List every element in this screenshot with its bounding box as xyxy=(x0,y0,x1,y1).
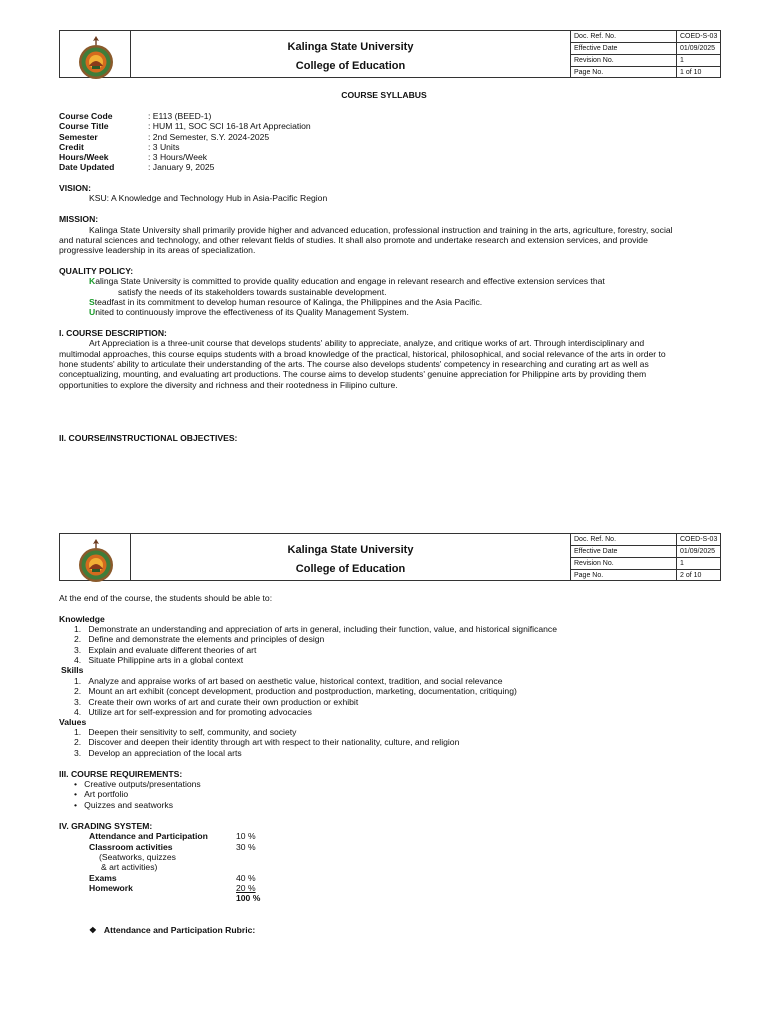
logo-cell xyxy=(60,31,131,77)
description-line-3: hone students' ability to articulate their understanding of the arts. The course also develops students' competency in researching and curating art as well as xyxy=(59,359,649,369)
description-line-1: Art Appreciation is a three-unit course that develops students' ability to appreciate, analyze, and critique works of art. Through interdisciplinary and xyxy=(89,338,645,348)
quality-item-u xyxy=(89,307,409,317)
semester-label: Semester xyxy=(59,131,98,142)
document-header-page-2 xyxy=(59,533,721,581)
list-item: • Creative outputs/presentations xyxy=(74,779,201,789)
acronym-letter: U xyxy=(89,307,96,317)
grading-label-exams: Exams xyxy=(89,873,117,883)
page-no-value: 1 of 10 xyxy=(677,67,722,79)
doc-ref-value: COED-S-03 xyxy=(677,31,722,43)
grading-label-classroom: Classroom activities xyxy=(89,842,173,852)
course-info xyxy=(59,111,459,173)
page-no-label: Page No. xyxy=(571,570,677,582)
list-item-text: Art portfolio xyxy=(84,789,129,800)
acronym-letter: K xyxy=(89,276,96,286)
course-title-label: Course Title xyxy=(59,121,109,132)
list-item-text: Demonstrate an understanding and appreciation of arts in general, including their function, value, and historical significance xyxy=(88,624,557,634)
list-item: • Quizzes and seatworks xyxy=(74,799,174,810)
description-line-5: opportunities to explore the diversity and richness and their rootedness in Filipino culture. xyxy=(59,380,398,390)
college-name: College of Education xyxy=(295,563,406,575)
grading-value-exams: 40 % xyxy=(236,873,256,883)
hours-label: Hours/Week xyxy=(59,152,109,163)
date-updated-value: : January 9, 2025 xyxy=(148,162,215,173)
doc-control-table xyxy=(571,534,721,581)
list-item: 1. Demonstrate an understanding and appreciation of arts in general, including their function, value, and historical significance xyxy=(74,624,557,634)
requirements-heading: III. COURSE REQUIREMENTS: xyxy=(59,769,183,779)
university-seal-icon xyxy=(77,34,115,80)
effective-date-value: 01/09/2025 xyxy=(677,43,722,55)
quality-item-s xyxy=(89,297,482,307)
list-item: 2. Discover and deepen their identity through art with respect to their nationality, culture, and religion xyxy=(74,737,460,748)
revision-label: Revision No. xyxy=(571,55,677,67)
knowledge-list xyxy=(74,624,557,666)
doc-ref-label: Doc. Ref. No. xyxy=(571,534,677,546)
document-header xyxy=(59,30,721,78)
university-name: Kalinga State University xyxy=(287,41,414,53)
grading-value-homework: 20 % xyxy=(236,883,256,893)
list-item-text: Create their own works of art and curate their own production or exhibit xyxy=(88,696,359,707)
doc-control-table xyxy=(571,31,721,78)
logo-cell xyxy=(60,534,131,580)
list-item: 4. Situate Philippine arts in a global context xyxy=(74,655,244,666)
revision-label: Revision No. xyxy=(571,558,677,570)
revision-value: 1 xyxy=(677,558,722,570)
list-item-text: Quizzes and seatworks xyxy=(84,799,174,810)
doc-ref-value: COED-S-03 xyxy=(677,534,722,546)
list-item-text: Develop an appreciation of the local arts xyxy=(88,747,242,758)
list-item: • Art portfolio xyxy=(74,789,129,800)
list-item-text: Discover and deepen their identity through art with respect to their nationality, culture, and religion xyxy=(88,737,460,748)
university-name: Kalinga State University xyxy=(287,544,414,556)
description-line-2: multimodal approaches, this course equips students with a broad knowledge of the practical, historical, philosophical, and social relevance of the arts in order to xyxy=(59,349,666,359)
list-item: 3. Create their own works of art and curate their own production or exhibit xyxy=(74,696,359,707)
quality-item-text: nited to continuously improve the effectiveness of its Quality Management System. xyxy=(95,307,409,317)
list-item: 1. Analyze and appraise works of art based on aesthetic value, historical context, tradition, and social relevance xyxy=(74,676,503,686)
revision-value: 1 xyxy=(677,55,722,67)
objectives-intro: At the end of the course, the students should be able to: xyxy=(59,593,273,603)
mission-heading: MISSION: xyxy=(59,214,99,224)
list-item: 2. Mount an art exhibit (concept development, production and postproduction, marketing, documentation, critiquing) xyxy=(74,686,517,697)
list-item-text: Explain and evaluate different theories of art xyxy=(88,644,257,655)
skills-list xyxy=(74,676,517,718)
course-description-heading: I. COURSE DESCRIPTION: xyxy=(59,328,167,338)
list-item-text: Analyze and appraise works of art based on aesthetic value, historical context, tradition, and social relevance xyxy=(88,676,503,686)
list-item: 1. Deepen their sensitivity to self, community, and society xyxy=(74,727,297,737)
list-item-text: Deepen their sensitivity to self, community, and society xyxy=(88,727,297,737)
rubric-heading xyxy=(89,925,255,935)
quality-policy-heading: QUALITY POLICY: xyxy=(59,266,134,276)
semester-value: : 2nd Semester, S.Y. 2024-2025 xyxy=(148,131,270,142)
header-title-cell xyxy=(131,534,571,580)
vision-heading: VISION: xyxy=(59,183,91,193)
grading-value-attendance: 10 % xyxy=(236,831,256,841)
college-name: College of Education xyxy=(295,60,406,72)
quality-item-k xyxy=(89,276,605,286)
university-seal-icon xyxy=(77,537,115,583)
quality-item-text: teadfast in its commitment to develop human resource of Kalinga, the Philippines and the Asia Pacific. xyxy=(94,297,483,307)
effective-date-value: 01/09/2025 xyxy=(677,546,722,558)
skills-label: Skills xyxy=(61,665,84,675)
effective-date-label: Effective Date xyxy=(571,546,677,558)
effective-date-label: Effective Date xyxy=(571,43,677,55)
list-item: 4. Utilize art for self-expression and for promoting advocacies xyxy=(74,707,312,718)
requirements-list xyxy=(74,779,201,810)
list-item: 2. Define and demonstrate the elements and principles of design xyxy=(74,634,325,645)
values-label: Values xyxy=(59,717,87,727)
quality-item-text: alinga State University is committed to provide quality education and engage in relevant research and effective extension services that xyxy=(95,276,605,286)
list-item-text: Situate Philippine arts in a global context xyxy=(88,655,244,666)
doc-ref-label: Doc. Ref. No. xyxy=(571,31,677,43)
mission-line-2: and natural sciences and technology, and other relevant fields of studies. It shall also promote and undertake research and extension services, and provide xyxy=(59,235,648,245)
page-no-value: 2 of 10 xyxy=(677,570,722,582)
list-item-text: Creative outputs/presentations xyxy=(84,779,201,789)
credit-value: : 3 Units xyxy=(148,141,180,152)
date-updated-label: Date Updated xyxy=(59,162,115,173)
rubric-heading-text: Attendance and Participation Rubric: xyxy=(103,925,256,935)
page-no-label: Page No. xyxy=(571,67,677,79)
list-item: 3. Explain and evaluate different theories of art xyxy=(74,644,257,655)
grading-note-1: (Seatworks, quizzes xyxy=(99,852,176,862)
course-code-value: : E113 (BEED-1) xyxy=(148,111,212,121)
objectives-heading: II. COURSE/INSTRUCTIONAL OBJECTIVES: xyxy=(59,433,238,443)
list-item-text: Define and demonstrate the elements and principles of design xyxy=(88,634,325,645)
acronym-letter: S xyxy=(89,297,95,307)
list-item: 3. Develop an appreciation of the local arts xyxy=(74,747,242,758)
grading-total: 100 % xyxy=(236,893,261,903)
list-item-text: Mount an art exhibit (concept development, production and postproduction, marketing, documentation, critiquing) xyxy=(88,686,517,697)
grading-label-attendance: Attendance and Participation xyxy=(89,831,208,841)
mission-line-1: Kalinga State University shall primarily provide higher and advanced education, professional instruction and training in the arts, agriculture, forestry, social xyxy=(89,225,673,235)
quality-item-k-cont: satisfy the needs of its stakeholders towards sustainable development. xyxy=(118,287,387,297)
vision-text: KSU: A Knowledge and Technology Hub in Asia-Pacific Region xyxy=(89,193,328,203)
header-title-cell xyxy=(131,31,571,77)
list-item-text: Utilize art for self-expression and for promoting advocacies xyxy=(88,707,312,718)
syllabus-title: COURSE SYLLABUS xyxy=(341,90,427,100)
grading-value-classroom: 30 % xyxy=(236,842,256,852)
description-line-4: conceptualizing, mounting, and evaluating art productions. The course aims to develop students' genuine appreciation for Philippine arts by providing them xyxy=(59,369,647,379)
mission-line-3: progressive leadership in its areas of specialization. xyxy=(59,245,256,255)
values-list xyxy=(74,727,459,758)
grading-label-homework: Homework xyxy=(89,883,133,893)
credit-label: Credit xyxy=(59,141,84,152)
course-code-label: Course Code xyxy=(59,111,113,121)
diamond-bullet-icon: ❖ xyxy=(89,925,97,935)
grading-heading: IV. GRADING SYSTEM: xyxy=(59,821,153,831)
knowledge-label: Knowledge xyxy=(59,614,105,624)
hours-value: : 3 Hours/Week xyxy=(148,152,208,163)
grading-note-2: & art activities) xyxy=(101,862,158,872)
course-title-value: : HUM 11, SOC SCI 16-18 Art Appreciation xyxy=(148,121,311,132)
